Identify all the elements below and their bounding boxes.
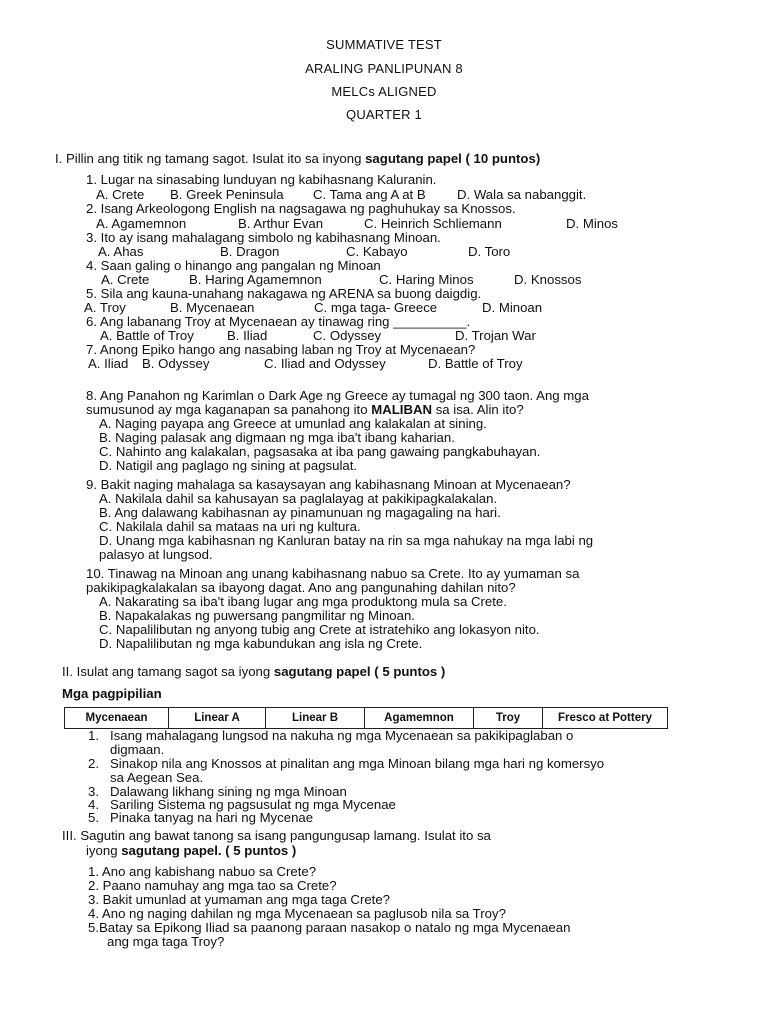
question-9: 9. Bakit naging mahalaga sa kasaysayan ang kabihasnang Minoan at Mycenaean? <box>86 477 571 492</box>
part3-item-3: 3. Bakit umunlad at yumaman ang mga taga Crete? <box>88 892 391 907</box>
question-5-options: A. Troy B. Mycenaean C. mga taga- Greece D. Minoan <box>84 300 543 315</box>
question-7: 7. Anong Epiko hango ang nasabing laban ng Troy at Mycenaean? <box>86 342 476 357</box>
part2-item-2-cont: sa Aegean Sea. <box>110 770 204 785</box>
question-10-option-a: A. Nakarating sa iba't ibang lugar ang mga produktong mula sa Crete. <box>99 594 507 609</box>
part3-item-4: 4. Ano ng naging dahilan ng mga Mycenaean sa paglusob nila sa Troy? <box>88 906 506 921</box>
question-9-option-d-cont: palasyo at lungsod. <box>99 547 213 562</box>
question-9-option-d: D. Unang mga kabihasnan ng Kanluran batay na rin sa mga nahukay na mga labi ng <box>99 533 594 548</box>
question-1-options: A. Crete B. Greek Peninsula C. Tama ang A at B D. Wala sa nabanggit. <box>96 187 587 202</box>
question-6: 6. Ang labanang Troy at Mycenaean ay tinawag ring __________. <box>86 314 471 329</box>
question-8-option-d: D. Natigil ang paglago ng sining at pagsulat. <box>99 458 358 473</box>
question-10: 10. Tinawag na Minoan ang unang kabihasnang nabuo sa Crete. Ito ay yumaman sa <box>86 566 580 581</box>
question-10-option-b: B. Napakalakas ng puwersang pangmilitar ng Minoan. <box>99 608 415 623</box>
question-3-options: A. Ahas B. Dragon C. Kabayo D. Toro <box>98 244 511 259</box>
question-8-line2: sumusunod ay mga kaganapan sa panahong ito MALIBAN sa isa. Alin ito? <box>86 402 524 417</box>
part3-item-5-cont: ang mga taga Troy? <box>107 934 225 949</box>
question-8-option-c: C. Nahinto ang kalakalan, pagsasaka at iba pang gawaing pangkabuhayan. <box>99 444 541 459</box>
question-7-options: A. Iliad B. Odyssey C. Iliad and Odyssey D. Battle of Troy <box>88 356 523 371</box>
question-2-options: A. Agamemnon B. Arthur Evan C. Heinrich Schliemann D. Minos <box>96 216 619 231</box>
part2-item-3: 3. Dalawang likhang sining ng mga Minoan <box>88 784 347 799</box>
choice-fresco-pottery: Fresco at Pottery <box>543 708 668 729</box>
part3-item-1: 1. Ano ang kabishang nabuo sa Crete? <box>88 864 317 879</box>
question-5: 5. Sila ang kauna-unahang nakagawa ng ARENA sa buong daigdig. <box>86 286 482 301</box>
part3-item-2: 2. Paano namuhay ang mga tao sa Crete? <box>88 878 337 893</box>
test-title: SUMMATIVE TEST <box>326 37 442 52</box>
question-9-option-b: B. Ang dalawang kabihasnan ay pinamunuan ng magagaling na hari. <box>99 505 501 520</box>
question-9-option-c: C. Nakilala dahil sa mataas na uri ng kultura. <box>99 519 361 534</box>
question-1: 1. Lugar na sinasabing lunduyan ng kabihasnang Kaluranin. <box>86 172 437 187</box>
choice-mycenaean: Mycenaean <box>65 708 169 729</box>
question-4: 4. Saan galing o hinango ang pangalan ng Minoan <box>86 258 381 273</box>
question-2: 2. Isang Arkeologong English na nagsagawa ng paghuhukay sa Knossos. <box>86 201 516 216</box>
choices-heading: Mga pagpipilian <box>62 686 162 701</box>
question-10-option-c: C. Napalilibutan ng anyong tubig ang Crete at istratehiko ang lokasyon nito. <box>99 622 540 637</box>
choice-linear-a: Linear A <box>169 708 266 729</box>
part3-instruction-line2: iyong sagutang papel. ( 5 puntos ) <box>86 843 297 858</box>
choices-row <box>65 708 668 729</box>
part2-item-5: 5. Pinaka tanyag na hari ng Mycenae <box>88 810 314 825</box>
melcs-label: MELCs ALIGNED <box>331 84 437 99</box>
choice-troy: Troy <box>474 708 543 729</box>
part3-instruction: III. Sagutin ang bawat tanong sa isang pangungusap lamang. Isulat ito sa <box>62 828 491 843</box>
subject-title: ARALING PANLIPUNAN 8 <box>305 61 463 76</box>
choice-linear-b: Linear B <box>266 708 365 729</box>
question-8: 8. Ang Panahon ng Karimlan o Dark Age ng Greece ay tumagal ng 300 taon. Ang mga <box>86 388 589 403</box>
choice-agamemnon: Agamemnon <box>365 708 474 729</box>
question-8-option-b: B. Naging palasak ang digmaan ng mga iba't ibang kaharian. <box>99 430 455 445</box>
question-10-option-d: D. Napalilibutan ng mga kabundukan ang isla ng Crete. <box>99 636 423 651</box>
part2-item-1-cont: digmaan. <box>110 742 165 757</box>
part2-item-4: 4. Sariling Sistema ng pagsusulat ng mga Mycenae <box>88 797 396 812</box>
part2-item-2: 2. Sinakop nila ang Knossos at pinalitan ang mga Minoan bilang mga hari ng komersyo <box>88 756 605 771</box>
quarter-label: QUARTER 1 <box>346 107 422 122</box>
part3-item-5: 5.Batay sa Epikong Iliad sa paanong paraan nasakop o natalo ng mga Mycenaean <box>88 920 571 935</box>
question-3: 3. Ito ay isang mahalagang simbolo ng kabihasnang Minoan. <box>86 230 441 245</box>
question-9-option-a: A. Nakilala dahil sa kahusayan sa paglalayag at pakikipagkalakalan. <box>99 491 498 506</box>
part2-instruction: II. Isulat ang tamang sagot sa iyong sagutang papel ( 5 puntos ) <box>62 664 446 679</box>
question-4-options: A. Crete B. Haring Agamemnon C. Haring Minos D. Knossos <box>101 272 582 287</box>
part2-item-1: 1. Isang mahalagang lungsod na nakuha ng mga Mycenaean sa pakikipaglaban o <box>88 728 574 743</box>
question-8-option-a: A. Naging payapa ang Greece at umunlad ang kalakalan at sining. <box>99 416 487 431</box>
question-10-line2: pakikipagkalakalan sa ibayong dagat. Ano ang pangunahing dahilan nito? <box>86 580 516 595</box>
question-6-options: A. Battle of Troy B. Iliad C. Odyssey D. Trojan War <box>100 328 536 343</box>
choices-table <box>64 707 668 729</box>
part1-instruction: I. Pillin ang titik ng tamang sagot. Isulat ito sa inyong sagutang papel ( 10 puntos) <box>55 151 541 166</box>
